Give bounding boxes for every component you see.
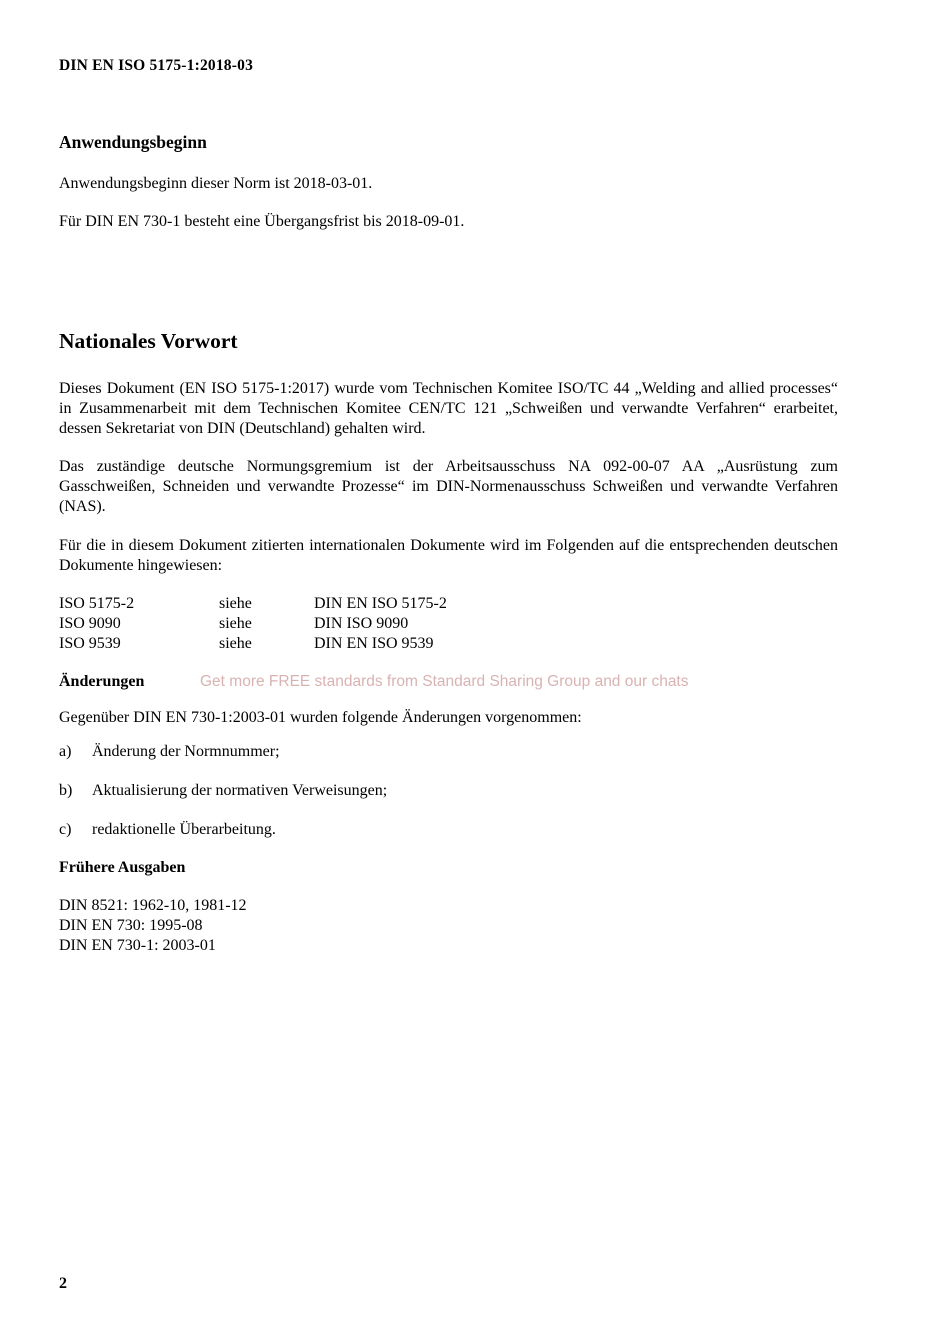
reference-source: ISO 9090 <box>59 615 121 632</box>
paragraph-vorwort-2: Das zuständige deutsche Normungsgremium ist der Arbeitsausschuss NA 092-00-07 AA „Ausrüstung zum Gasschweißen, Schneiden und verwandte Prozesse“ im DIN-Normenausschuss Schweißen und verwandte Verfahren (NAS). <box>59 458 838 515</box>
list-item-text: redaktionelle Überarbeitung. <box>92 821 276 838</box>
reference-relation: siehe <box>219 635 252 652</box>
list-marker: a) <box>59 743 72 760</box>
list-item <box>59 820 838 840</box>
watermark-text: Get more FREE standards from Standard Sharing Group and our chats <box>200 673 689 690</box>
reference-target: DIN EN ISO 5175-2 <box>314 595 447 612</box>
list-marker: c) <box>59 821 72 838</box>
section-title-nationales-vorwort: Nationales Vorwort <box>59 329 238 353</box>
previous-editions-list <box>59 896 838 956</box>
paragraph-vorwort-3: Für die in diesem Dokument zitierten internationalen Dokumente wird im Folgenden auf die entsprechenden deutschen Dokumente hingewiesen: <box>59 537 838 574</box>
reference-row <box>59 594 838 614</box>
page-number: 2 <box>59 1275 67 1292</box>
reference-source: ISO 5175-2 <box>59 595 135 612</box>
reference-row <box>59 634 838 654</box>
aenderungen-heading-row <box>59 672 838 692</box>
document-number-header: DIN EN ISO 5175-1:2018-03 <box>59 57 254 74</box>
previous-edition-line: DIN EN 730-1: 2003-01 <box>59 937 216 954</box>
paragraph-aenderungen-intro: Gegenüber DIN EN 730-1:2003-01 wurden folgende Änderungen vorgenommen: <box>59 709 582 726</box>
list-marker: b) <box>59 782 73 799</box>
previous-edition-line: DIN 8521: 1962-10, 1981-12 <box>59 897 247 914</box>
previous-edition-line: DIN EN 730: 1995-08 <box>59 917 203 934</box>
list-item <box>59 781 838 801</box>
section-title-anwendungsbeginn: Anwendungsbeginn <box>59 132 207 152</box>
reference-row <box>59 614 838 634</box>
section-title-aenderungen: Änderungen <box>59 673 145 690</box>
paragraph-vorwort-1: Dieses Dokument (EN ISO 5175-1:2017) wurde vom Technischen Komitee ISO/TC 44 „Welding and allied processes“ in Zusammenarbeit mit dem Technischen Komitee CEN/TC 121 „Schweißen und verwandte Verfahren“ erarbeitet, dessen Sekretariat von DIN (Deutschland) gehalten wird. <box>59 380 838 437</box>
paragraph-anwendungsbeginn-1: Anwendungsbeginn dieser Norm ist 2018-03-01. <box>59 175 373 192</box>
reference-relation: siehe <box>219 615 252 632</box>
reference-relation: siehe <box>219 595 252 612</box>
reference-target: DIN EN ISO 9539 <box>314 635 434 652</box>
list-item-text: Aktualisierung der normativen Verweisungen; <box>92 782 388 799</box>
list-item-text: Änderung der Normnummer; <box>92 743 280 760</box>
reference-source: ISO 9539 <box>59 635 121 652</box>
paragraph-anwendungsbeginn-2: Für DIN EN 730-1 besteht eine Übergangsfrist bis 2018-09-01. <box>59 213 465 230</box>
section-title-fruehere-ausgaben: Frühere Ausgaben <box>59 859 186 876</box>
list-item <box>59 742 838 762</box>
reference-table <box>59 594 838 654</box>
reference-target: DIN ISO 9090 <box>314 615 409 632</box>
